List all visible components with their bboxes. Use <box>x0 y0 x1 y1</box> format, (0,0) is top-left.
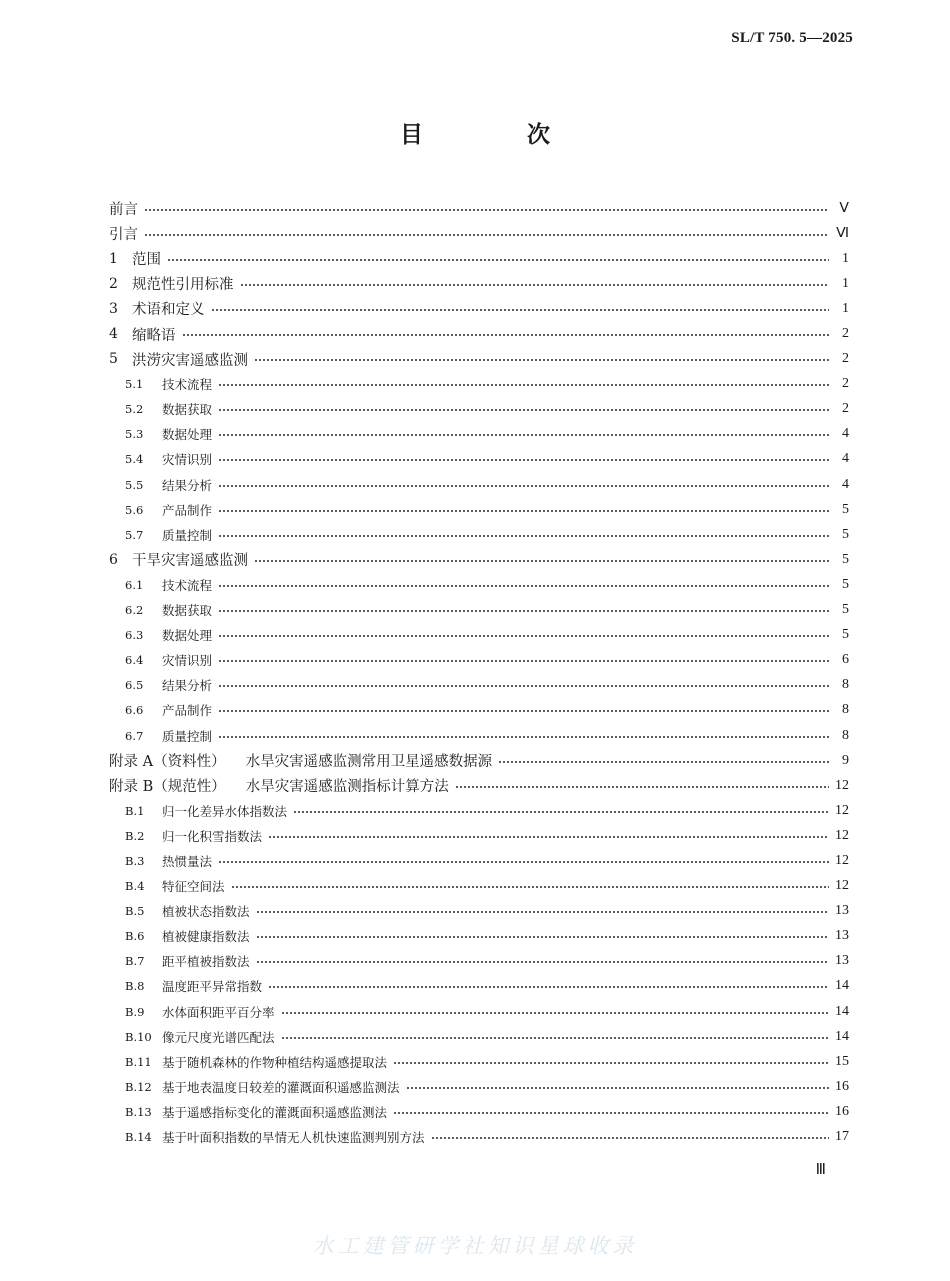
toc-entry-label: 规范性引用标准 <box>132 277 234 294</box>
toc-entry-number: B.8 <box>125 979 145 994</box>
toc-entry-page: 13 <box>835 928 849 944</box>
toc-dot-leader <box>144 234 829 236</box>
toc-entry-label: 干旱灾害遥感监测 <box>132 553 248 570</box>
toc-entry[interactable] <box>109 372 849 397</box>
toc-entry[interactable] <box>109 347 849 372</box>
toc-dot-leader <box>254 560 829 562</box>
toc-dot-leader <box>218 434 829 436</box>
toc-entry-label: 像元尺度光谱匹配法 <box>162 1029 275 1045</box>
toc-entry-number: 5.7 <box>125 527 144 542</box>
toc-entry-label: 植被健康指数法 <box>162 929 250 945</box>
toc-entry-number: 6.5 <box>125 678 144 693</box>
toc-entry-page: 4 <box>842 476 849 492</box>
toc-entry-label: 归一化差异水体指数法 <box>162 803 288 819</box>
toc-annex-type: 附录 A（资料性） <box>109 754 226 771</box>
toc-dot-leader <box>218 510 829 512</box>
table-of-contents <box>109 196 849 1150</box>
toc-entry-page: 5 <box>842 526 849 542</box>
toc-entry[interactable] <box>109 874 849 899</box>
toc-entry[interactable] <box>109 623 849 648</box>
toc-entry-label: 产品制作 <box>162 703 213 719</box>
toc-entry-page: 14 <box>835 978 849 994</box>
toc-dot-leader <box>218 535 829 537</box>
toc-entry-label: 技术流程 <box>162 377 213 393</box>
toc-entry-number: 5.5 <box>125 477 144 492</box>
toc-entry-number: 6.3 <box>125 628 144 643</box>
toc-dot-leader <box>293 811 829 813</box>
toc-entry-number: 2 <box>109 275 118 292</box>
toc-entry-page: 5 <box>842 627 849 643</box>
toc-entry-label: 灾情识别 <box>162 452 213 468</box>
toc-entry-page: 1 <box>842 275 849 291</box>
toc-entry-label: 结果分析 <box>162 678 213 694</box>
toc-entry-label: 距平植被指数法 <box>162 954 250 970</box>
toc-dot-leader <box>254 359 829 361</box>
toc-entry[interactable] <box>109 547 849 572</box>
toc-entry[interactable] <box>109 271 849 296</box>
toc-entry-number: B.7 <box>125 954 145 969</box>
toc-entry[interactable] <box>109 673 849 698</box>
toc-entry[interactable] <box>109 572 849 597</box>
toc-entry-label: 温度距平异常指数 <box>162 979 263 995</box>
toc-entry[interactable] <box>109 1099 849 1124</box>
toc-entry-page: 17 <box>835 1129 849 1145</box>
toc-entry[interactable] <box>109 899 849 924</box>
toc-entry-page: 2 <box>842 376 849 392</box>
toc-dot-leader <box>256 961 829 963</box>
toc-dot-leader <box>218 710 829 712</box>
toc-dot-leader <box>144 209 829 211</box>
toc-entry-label: 基于遥感指标变化的灌溉面积遥感监测法 <box>162 1104 388 1120</box>
toc-entry-label: 数据获取 <box>162 402 213 418</box>
toc-entry-number: B.5 <box>125 904 145 919</box>
toc-entry-number: 5 <box>109 351 118 368</box>
toc-entry-number: 5.3 <box>125 427 144 442</box>
toc-entry-number: 5.4 <box>125 452 144 467</box>
toc-dot-leader <box>218 610 829 612</box>
toc-entry-number: 6.2 <box>125 603 144 618</box>
toc-entry-page: 9 <box>842 752 849 768</box>
toc-entry-page: Ⅵ <box>836 226 849 242</box>
toc-dot-leader <box>218 861 829 863</box>
toc-entry-label: 基于地表温度日较差的灌溉面积遥感监测法 <box>162 1079 400 1095</box>
toc-entry-label: 洪涝灾害遥感监测 <box>132 352 248 369</box>
toc-entry-number: 6.4 <box>125 653 144 668</box>
page-title: 目 次 <box>399 122 598 148</box>
toc-entry-label: 技术流程 <box>162 577 213 593</box>
toc-entry-page: 16 <box>835 1103 849 1119</box>
toc-entry-label: 质量控制 <box>162 527 213 543</box>
toc-dot-leader <box>218 685 829 687</box>
document-code: SL/T 750. 5—2025 <box>731 30 853 46</box>
toc-entry[interactable] <box>109 497 849 522</box>
toc-entry-page: 5 <box>842 602 849 618</box>
toc-entry-number: B.14 <box>125 1130 152 1145</box>
toc-entry-label: 数据处理 <box>162 427 213 443</box>
toc-entry-page: 8 <box>842 677 849 693</box>
toc-entry-page: 12 <box>835 878 849 894</box>
toc-entry-number: 4 <box>109 326 118 343</box>
toc-entry[interactable] <box>109 698 849 723</box>
toc-entry-page: 2 <box>842 351 849 367</box>
toc-dot-leader <box>455 786 829 788</box>
toc-entry-page: 1 <box>842 250 849 266</box>
toc-entry-page: 14 <box>835 1003 849 1019</box>
toc-entry[interactable] <box>109 848 849 873</box>
toc-dot-leader <box>281 1037 829 1039</box>
toc-entry-label: 热惯量法 <box>162 853 213 869</box>
toc-entry-page: 5 <box>842 501 849 517</box>
toc-entry-number: 5.2 <box>125 402 144 417</box>
toc-entry-page: 12 <box>835 827 849 843</box>
toc-entry-page: 2 <box>842 401 849 417</box>
toc-dot-leader <box>218 485 829 487</box>
toc-dot-leader <box>218 409 829 411</box>
toc-entry-label: 质量控制 <box>162 728 213 744</box>
toc-entry-label: 基于随机森林的作物种植结构遥感提取法 <box>162 1054 388 1070</box>
toc-entry-page: 12 <box>835 852 849 868</box>
toc-entry-label: 特征空间法 <box>162 879 225 895</box>
toc-dot-leader <box>406 1087 829 1089</box>
toc-entry[interactable] <box>109 748 849 773</box>
toc-entry[interactable] <box>109 522 849 547</box>
toc-entry-number: B.6 <box>125 929 145 944</box>
toc-dot-leader <box>218 384 829 386</box>
toc-entry-page: 4 <box>842 426 849 442</box>
toc-entry-number: B.1 <box>125 803 145 818</box>
toc-entry-label <box>109 750 492 771</box>
toc-entry-label: 产品制作 <box>162 502 213 518</box>
toc-dot-leader <box>268 986 829 988</box>
toc-entry-label: 灾情识别 <box>162 653 213 669</box>
toc-entry[interactable] <box>109 924 849 949</box>
toc-entry[interactable] <box>109 773 849 798</box>
toc-dot-leader <box>218 585 829 587</box>
toc-annex-title: 水旱灾害遥感监测常用卫星遥感数据源 <box>245 754 493 771</box>
toc-entry-page: 1 <box>842 300 849 316</box>
toc-entry-page: 16 <box>835 1078 849 1094</box>
toc-entry-number: 6 <box>109 551 118 568</box>
toc-dot-leader <box>218 635 829 637</box>
toc-entry[interactable] <box>109 1074 849 1099</box>
toc-entry-page: 12 <box>835 802 849 818</box>
toc-entry[interactable] <box>109 397 849 422</box>
toc-dot-leader <box>268 836 829 838</box>
toc-entry-label: 结果分析 <box>162 477 213 493</box>
toc-annex-type: 附录 B（规范性） <box>109 779 226 796</box>
toc-entry-label: 前言 <box>109 202 138 219</box>
toc-entry-label: 范围 <box>132 252 161 269</box>
toc-dot-leader <box>218 736 829 738</box>
toc-entry[interactable] <box>109 823 849 848</box>
toc-entry-number: 3 <box>109 300 118 317</box>
toc-entry-number: B.9 <box>125 1004 145 1019</box>
toc-annex-title: 水旱灾害遥感监测指标计算方法 <box>245 779 449 796</box>
toc-entry-page: 5 <box>842 576 849 592</box>
toc-dot-leader <box>256 936 829 938</box>
toc-entry-label: 数据获取 <box>162 603 213 619</box>
toc-entry-page: 2 <box>842 326 849 342</box>
toc-dot-leader <box>167 259 829 261</box>
toc-entry[interactable] <box>109 949 849 974</box>
toc-entry-page: 15 <box>835 1053 849 1069</box>
toc-entry-number: B.3 <box>125 853 145 868</box>
toc-entry-label: 水体面积距平百分率 <box>162 1004 275 1020</box>
toc-entry-page: 13 <box>835 953 849 969</box>
toc-entry-number: B.12 <box>125 1079 152 1094</box>
toc-entry-page: 5 <box>842 551 849 567</box>
toc-entry-number: 5.1 <box>125 377 144 392</box>
toc-entry-label: 引言 <box>109 227 138 244</box>
toc-entry-number: 6.6 <box>125 703 144 718</box>
toc-entry-page: 12 <box>835 777 849 793</box>
watermark-text: 水工建管研学社知识星球收录 <box>312 1234 638 1258</box>
toc-entry-number: 1 <box>109 250 118 267</box>
toc-entry-number: B.10 <box>125 1029 152 1044</box>
toc-entry-number: 6.7 <box>125 728 144 743</box>
toc-entry-label: 基于叶面积指数的旱情无人机快速监测判别方法 <box>162 1130 425 1146</box>
toc-entry[interactable] <box>109 723 849 748</box>
toc-entry[interactable] <box>109 999 849 1024</box>
toc-entry[interactable] <box>109 648 849 673</box>
toc-entry[interactable] <box>109 321 849 346</box>
toc-entry-label: 归一化积雪指数法 <box>162 828 263 844</box>
toc-dot-leader <box>240 284 830 286</box>
toc-dot-leader <box>393 1112 829 1114</box>
page-number: Ⅲ <box>815 1162 826 1178</box>
toc-entry-number: B.13 <box>125 1104 152 1119</box>
toc-entry-label: 植被状态指数法 <box>162 904 250 920</box>
toc-dot-leader <box>256 911 829 913</box>
toc-dot-leader <box>498 761 829 763</box>
toc-entry[interactable] <box>109 447 849 472</box>
toc-entry-label <box>109 775 449 796</box>
toc-entry[interactable] <box>109 422 849 447</box>
toc-entry-number: B.2 <box>125 828 145 843</box>
toc-dot-leader <box>231 886 829 888</box>
toc-entry-label: 数据处理 <box>162 628 213 644</box>
toc-dot-leader <box>281 1012 829 1014</box>
toc-entry-number: B.4 <box>125 879 145 894</box>
toc-entry[interactable] <box>109 472 849 497</box>
toc-entry[interactable] <box>109 598 849 623</box>
toc-entry[interactable] <box>109 1124 849 1149</box>
toc-entry-label: 缩略语 <box>132 327 176 344</box>
toc-entry-page: 4 <box>842 451 849 467</box>
toc-entry-label: 术语和定义 <box>132 302 205 319</box>
toc-entry-page: 8 <box>842 727 849 743</box>
toc-dot-leader <box>218 660 829 662</box>
toc-entry-number: B.11 <box>125 1054 152 1069</box>
toc-entry-page: 14 <box>835 1028 849 1044</box>
toc-dot-leader <box>431 1137 829 1139</box>
toc-entry-page: 13 <box>835 903 849 919</box>
toc-dot-leader <box>211 309 830 311</box>
toc-entry[interactable] <box>109 974 849 999</box>
toc-entry-page: 6 <box>842 652 849 668</box>
toc-entry-number: 5.6 <box>125 502 144 517</box>
toc-entry[interactable] <box>109 1024 849 1049</box>
toc-entry[interactable] <box>109 296 849 321</box>
toc-dot-leader <box>182 334 830 336</box>
toc-dot-leader <box>218 459 829 461</box>
toc-entry[interactable] <box>109 1049 849 1074</box>
toc-entry[interactable] <box>109 221 849 246</box>
toc-entry[interactable] <box>109 196 849 221</box>
toc-entry-number: 6.1 <box>125 577 144 592</box>
toc-entry-page: 8 <box>842 702 849 718</box>
toc-entry-page: Ⅴ <box>839 201 849 217</box>
toc-entry[interactable] <box>109 246 849 271</box>
toc-entry[interactable] <box>109 798 849 823</box>
toc-dot-leader <box>393 1062 829 1064</box>
